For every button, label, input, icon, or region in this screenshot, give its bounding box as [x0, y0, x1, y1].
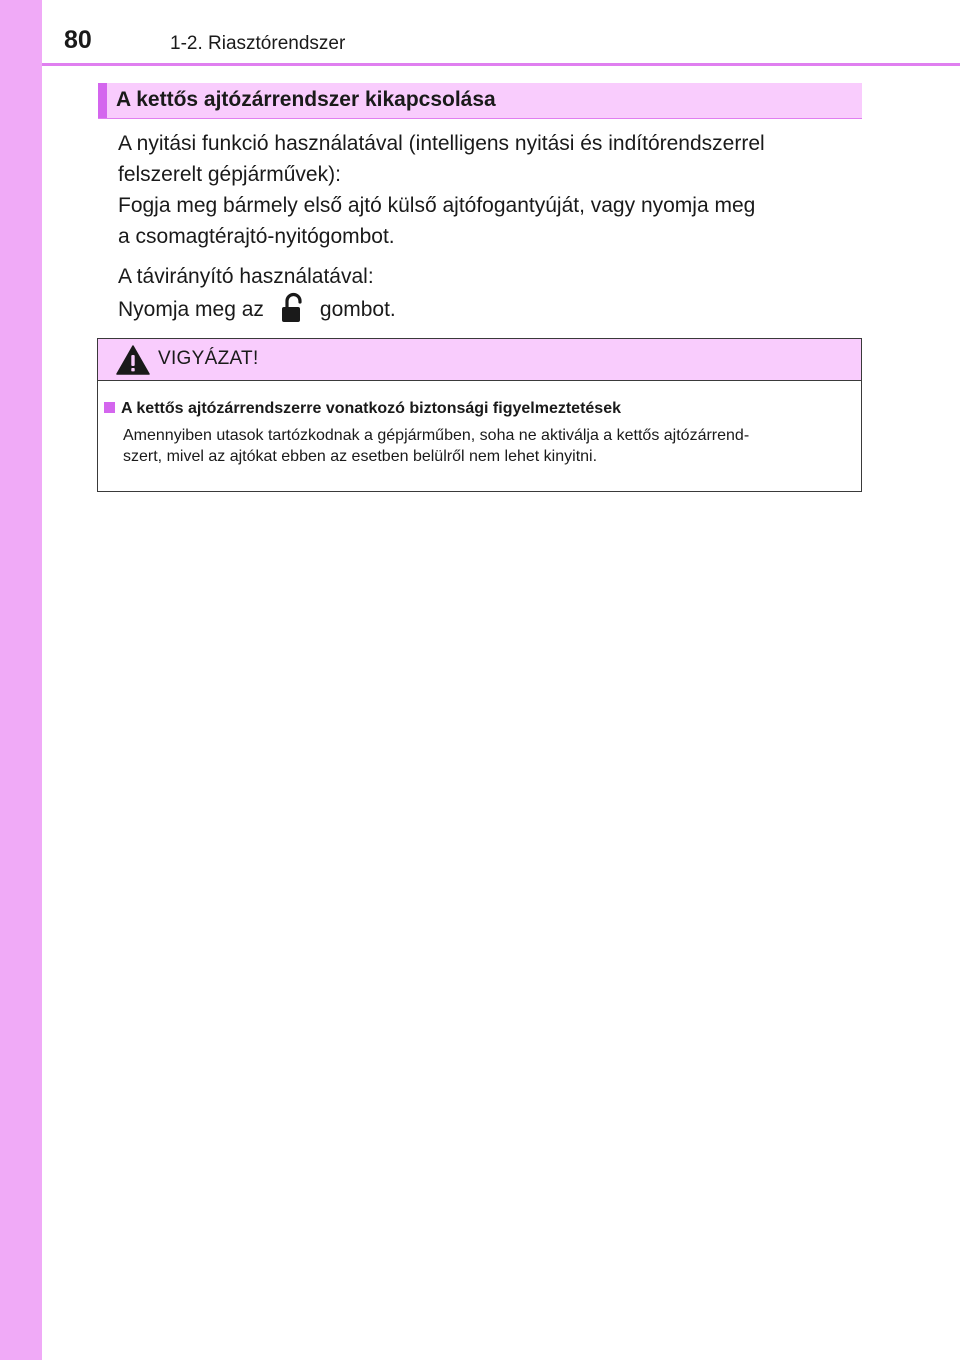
chapter-title: 1-2. Riasztórendszer	[170, 33, 346, 54]
body-line: felszerelt gépjárművek):	[118, 163, 341, 186]
caution-label: VIGYÁZAT!	[158, 348, 259, 369]
caution-header	[98, 339, 861, 381]
body-text-after-icon: gombot.	[319, 298, 396, 321]
caution-item-title: A kettős ajtózárrendszerre vonatkozó biztonsági figyelmeztetések	[121, 400, 621, 417]
section-title: A kettős ajtózárrendszer kikapcsolása	[116, 88, 496, 111]
section-heading-accent	[98, 83, 107, 118]
body-line: A nyitási funkció használatával (intelligens nyitási és indítórendszerrel	[118, 132, 765, 155]
warning-triangle-icon	[116, 345, 150, 375]
header-rule	[42, 63, 960, 66]
page-number: 80	[64, 26, 92, 54]
section-body	[118, 128, 858, 325]
caution-item-body	[123, 425, 851, 467]
caution-text-line: szert, mivel az ajtókat ebben az esetben belülről nem lehet kinyitni.	[123, 448, 598, 465]
body-text-before-icon: Nyomja meg az	[118, 298, 264, 321]
body-line-with-icon	[118, 292, 858, 325]
section-heading-bar	[98, 83, 862, 119]
body-line: Fogja meg bármely első ajtó külső ajtófogantyúját, vagy nyomja meg	[118, 194, 756, 217]
caution-text-line: Amennyiben utasok tartózkodnak a gépjárműben, soha ne aktiválja a kettős ajtózárrend-	[123, 427, 750, 444]
body-line: a csomagtérajtó-nyitógombot.	[118, 225, 395, 248]
bullet-square-icon	[104, 402, 115, 413]
caution-item-heading	[104, 400, 621, 418]
caution-box	[97, 338, 862, 492]
body-line: A távirányító használatával:	[118, 265, 374, 288]
side-color-band	[0, 0, 42, 1360]
unlock-icon	[278, 292, 308, 324]
